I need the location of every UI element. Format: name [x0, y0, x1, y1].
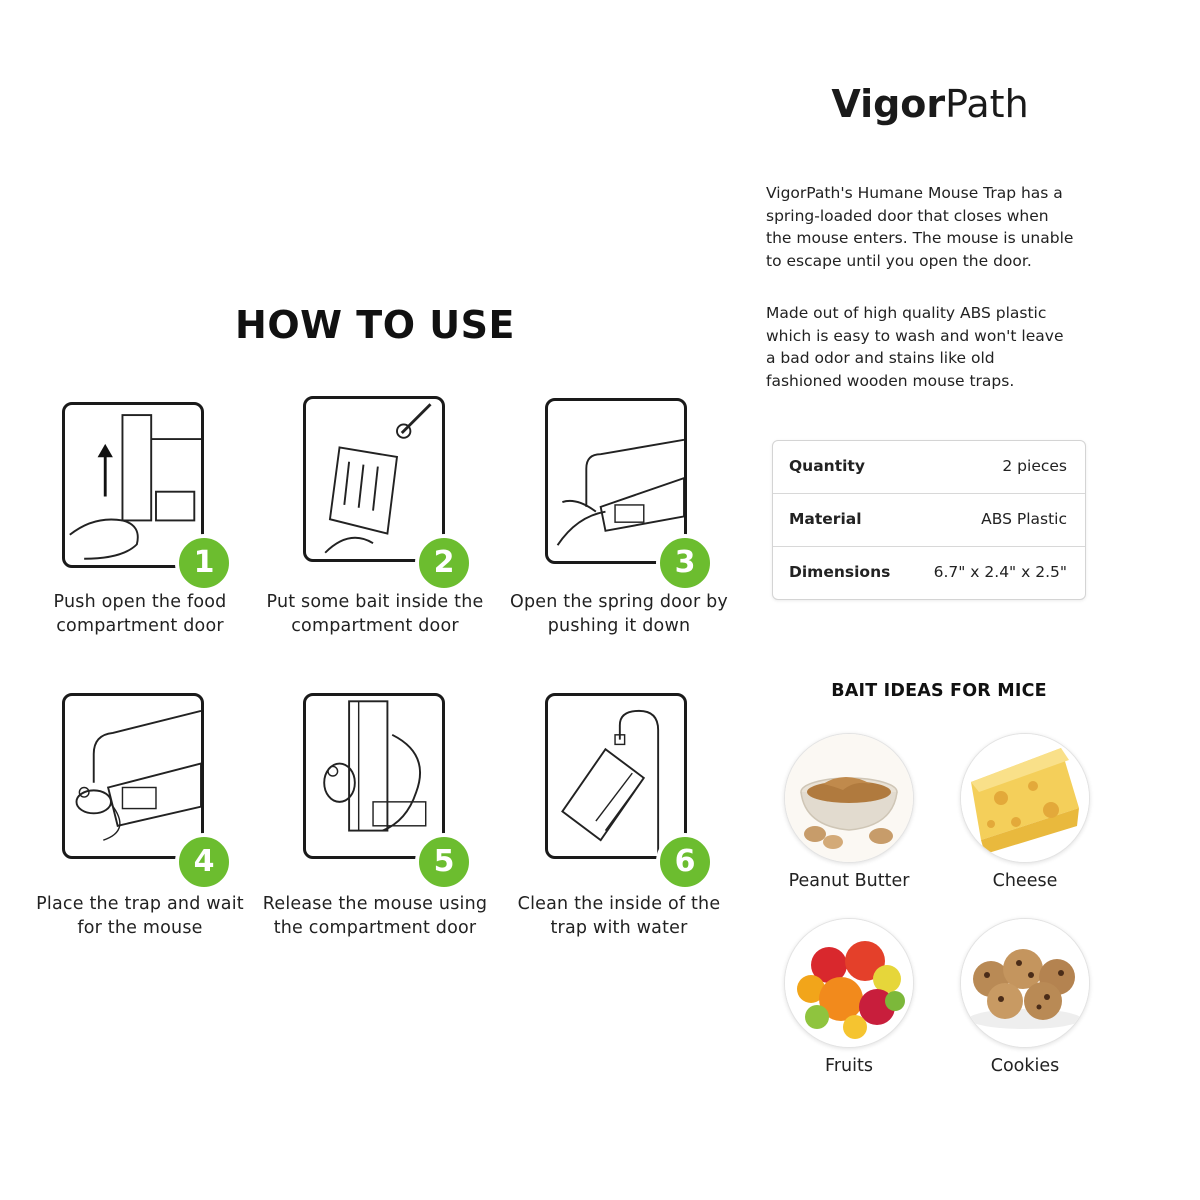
bait-spoon-icon [306, 399, 442, 559]
step-number-badge: 2 [415, 534, 473, 592]
bait-cookies [950, 918, 1100, 1076]
step-caption-line: trap with water [550, 918, 688, 938]
cookies-image [960, 918, 1090, 1048]
paragraph-line: to escape until you open the door. [766, 251, 1032, 270]
bait-cheese [950, 733, 1100, 891]
faucet-wash-icon [548, 696, 684, 856]
bait-fruits [774, 918, 924, 1076]
cookies-icon [961, 919, 1089, 1047]
step-number-badge: 4 [175, 833, 233, 891]
spec-key: Quantity [789, 457, 865, 475]
step-1-caption [20, 590, 260, 638]
step-caption-line: Put some bait inside the [266, 592, 484, 612]
step-number-badge: 5 [415, 833, 473, 891]
spec-key: Material [789, 510, 862, 528]
peanut-butter-image [784, 733, 914, 863]
step-number-badge: 1 [175, 534, 233, 592]
paragraph-line: VigorPath's Humane Mouse Trap has a [766, 184, 1063, 202]
spec-table [772, 440, 1086, 600]
brand-name-bold: Vigor [831, 82, 946, 126]
trap-open-food-door-icon [65, 405, 201, 565]
trap-with-mouse-icon [65, 696, 201, 856]
spec-value: 2 pieces [1002, 457, 1067, 475]
step-caption-line: Clean the inside of the [517, 894, 721, 914]
step-3-caption [499, 590, 739, 638]
step-caption-line: compartment door [291, 616, 459, 636]
step-number-badge: 3 [656, 534, 714, 592]
peanut-butter-icon [785, 734, 913, 862]
bait-label: Cookies [990, 1056, 1060, 1076]
spec-row-dimensions [773, 546, 1085, 600]
how-to-use-title: HOW TO USE [235, 303, 515, 347]
step-caption-line: Push open the food [53, 592, 227, 612]
step-caption-line: compartment door [56, 616, 224, 636]
bait-label: Fruits [825, 1056, 873, 1076]
paragraph-line: the mouse enters. The mouse is unable [766, 229, 1074, 247]
paragraph-line: which is easy to wash and won't leave [766, 326, 1064, 345]
step-3-illustration [545, 398, 687, 564]
spec-value: 6.7" x 2.4" x 2.5" [933, 563, 1067, 581]
step-2-illustration [303, 396, 445, 562]
step-2-caption [255, 590, 495, 638]
step-5-illustration [303, 693, 445, 859]
spec-row-material [773, 493, 1085, 547]
paragraph-line: Made out of high quality ABS plastic [766, 304, 1047, 322]
step-caption-line: for the mouse [77, 918, 203, 938]
paragraph-line: spring-loaded door that closes when [766, 206, 1049, 225]
bait-label: Peanut Butter [788, 871, 910, 891]
spring-door-icon [548, 401, 684, 561]
bait-peanut-butter [774, 733, 924, 891]
step-6-illustration [545, 693, 687, 859]
description-paragraph-2 [766, 302, 1111, 392]
bait-label: Cheese [992, 871, 1058, 891]
step-caption-line: Open the spring door by [510, 592, 728, 612]
paragraph-line: fashioned wooden mouse traps. [766, 371, 1015, 390]
spec-key: Dimensions [789, 563, 891, 581]
spec-value: ABS Plastic [981, 510, 1067, 528]
spec-row-quantity [773, 441, 1085, 494]
description-paragraph-1 [766, 182, 1111, 272]
fruits-image [784, 918, 914, 1048]
cheese-icon [961, 734, 1089, 862]
step-number-badge: 6 [656, 833, 714, 891]
step-caption-line: the compartment door [273, 918, 477, 938]
brand-name-light: Path [945, 82, 1029, 126]
step-caption-line: Release the mouse using [262, 894, 488, 914]
step-caption-line: pushing it down [547, 616, 691, 636]
cheese-image [960, 733, 1090, 863]
step-4-illustration [62, 693, 204, 859]
release-mouse-icon [306, 696, 442, 856]
step-5-caption [255, 892, 495, 940]
bait-ideas-title: BAIT IDEAS FOR MICE [831, 681, 1047, 701]
step-6-caption [499, 892, 739, 940]
step-caption-line: Place the trap and wait [36, 894, 244, 914]
step-4-caption [20, 892, 260, 940]
brand-logo [780, 82, 1080, 126]
paragraph-line: a bad odor and stains like old [766, 349, 995, 367]
fruits-icon [785, 919, 913, 1047]
